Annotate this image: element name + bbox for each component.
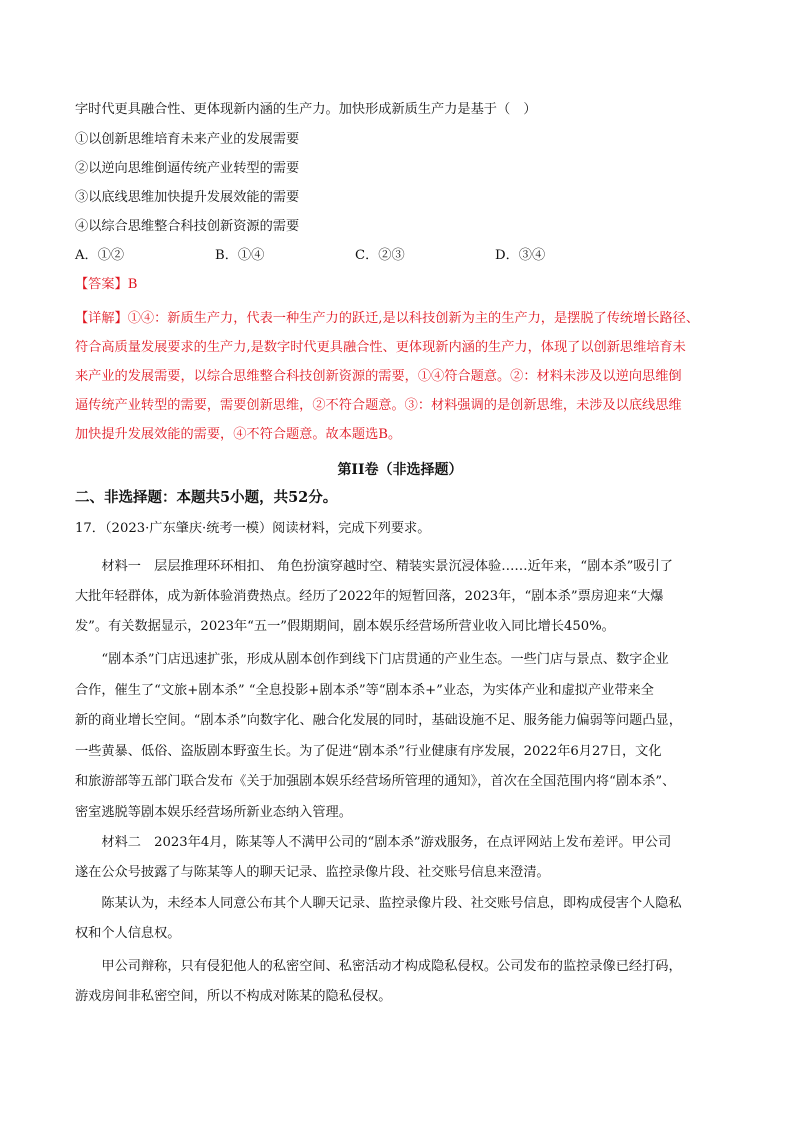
paragraph-line: 一些黄暴、低俗、盗版剧本野蛮生长。为了促进“剧本杀”行业健康有序发展，2022年6月27日，文化 xyxy=(75,743,662,759)
material-paragraph xyxy=(75,552,735,642)
paragraph-line: 陈某认为，未经本人同意公布其个人聊天记录、监控录像片段、社交账号信息，即构成侵害个人隐私 xyxy=(101,896,682,911)
paragraph-line: 发”。有关数据显示，2023年“五一”假期期间，剧本娱乐经营场所营业收入同比增长450%。 xyxy=(75,619,615,634)
paragraph-line: 材料一 层层推理环环相扣、 角色扮演穿越时空、精装实景沉浸体验……近年来，“剧本杀”吸引了 xyxy=(101,559,673,574)
material-paragraph xyxy=(75,952,735,1012)
section-heading: 二、非选择题：本题共5小题，共52分。 xyxy=(75,489,338,506)
answer-options xyxy=(75,247,735,265)
paragraph-line: 遂在公众号披露了与陈某等人的聊天记录、监控录像片段、社交账号信息来澄清。 xyxy=(75,865,550,880)
paragraph-line: 游戏房间非私密空间，所以不构成对陈某的隐私侵权。 xyxy=(75,989,392,1004)
answer-detail xyxy=(75,304,735,449)
option-a: A．①② xyxy=(75,248,125,263)
detail-line: 加快提升发展效能的需要，④不符合题意。故本题选B。 xyxy=(75,427,402,442)
detail-line: 【详解】①④：新质生产力，代表一种生产力的跃迁,是以科技创新为主的生产力，是摆脱了传统增长路径、 xyxy=(75,311,700,326)
paragraph-line: 大批年轻群体，成为新体验消费热点。经历了2022年的短暂回落，2023年，“剧本杀”票房迎来“大爆 xyxy=(75,589,664,604)
paragraph-line: 新的商业增长空间。“剧本杀”向数字化、融合化发展的同时，基础设施不足、服务能力偏弱等问题凸显， xyxy=(75,713,682,728)
detail-line: 符合高质量发展要求的生产力,是数字时代更具融合性、更体现新内涵的生产力，体现了以创新思维培育未 xyxy=(75,340,686,355)
choice-item: ①以创新思维培育未来产业的发展需要 xyxy=(75,132,300,147)
section-title: 第II卷（非选择题） xyxy=(337,462,463,478)
choice-item: ③以底线思维加快提升发展效能的需要 xyxy=(75,190,300,205)
paragraph-line: 合作，催生了“文旅+剧本杀” “全息投影+剧本杀”等“剧本杀+”业态，为实体产业和虚拟产业带来全 xyxy=(75,682,654,698)
choice-item: ②以逆向思维倒逼传统产业转型的需要 xyxy=(75,161,300,176)
material-paragraph xyxy=(75,828,735,888)
material-paragraph xyxy=(75,645,735,828)
answer-label: 【答案】B xyxy=(75,277,138,292)
paragraph-line: “剧本杀”门店迅速扩张，形成从剧本创作到线下门店贯通的产业生态。一些门店与景点、数字企业 xyxy=(101,652,669,667)
paragraph-line: 权和个人信息权。 xyxy=(75,926,181,941)
detail-line: 来产业的发展需要，以综合思维整合科技创新资源的需要，①④符合题意。②：材料未涉及以逆向思维倒 xyxy=(75,369,682,384)
option-b: B．①④ xyxy=(215,248,265,263)
detail-line: 逼传统产业转型的需要，需要创新思维，②不符合题意。③：材料强调的是创新思维，未涉及以底线思维 xyxy=(75,398,682,413)
question-intro: 17．（2023·广东肇庆·统考一模）阅读材料，完成下列要求。 xyxy=(75,521,431,536)
paragraph-line: 材料二 2023年4月，陈某等人不满甲公司的“剧本杀”游戏服务，在点评网站上发布差评。甲公司 xyxy=(101,835,672,850)
material-paragraph xyxy=(75,889,735,949)
paragraph-line: 甲公司辩称，只有侵犯他人的私密空间、私密活动才构成隐私侵权。公司发布的监控录像已经打码， xyxy=(101,959,682,974)
paragraph-line: 密室逃脱等剧本娱乐经营场所新业态纳入管理。 xyxy=(75,804,352,820)
choice-item: ④以综合思维整合科技创新资源的需要 xyxy=(75,219,300,234)
question-stem: 字时代更具融合性、更体现新内涵的生产力。加快形成新质生产力是基于（ ） xyxy=(75,102,537,117)
option-d: D．③④ xyxy=(495,248,546,263)
option-c: C．②③ xyxy=(355,248,405,263)
paragraph-line: 和旅游部等五部门联合发布《关于加强剧本娱乐经营场所管理的通知》，首次在全国范围内将“剧本杀”、 xyxy=(75,774,676,789)
